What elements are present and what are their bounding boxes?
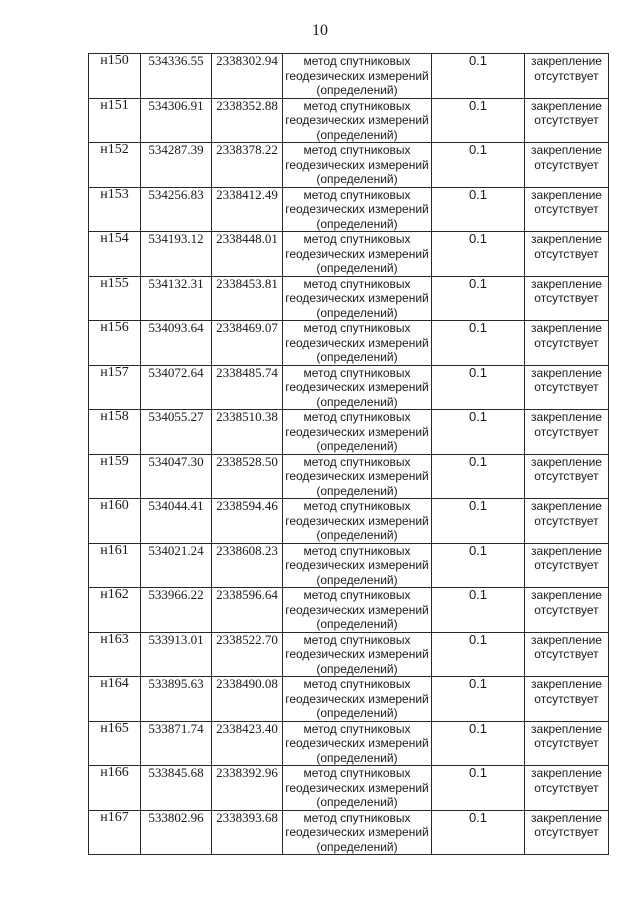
fixation-line: отсутствует bbox=[534, 291, 599, 305]
method-line: (определений) bbox=[316, 83, 398, 97]
method-line: геодезических измерений bbox=[285, 335, 429, 350]
table-row bbox=[89, 187, 609, 232]
accuracy-cell: 0.1 bbox=[432, 766, 525, 811]
table-row bbox=[89, 232, 609, 277]
x-coordinate-cell: 533871.74 bbox=[141, 721, 212, 766]
method-line: (определений) bbox=[316, 216, 398, 231]
method-line: геодезических измерений bbox=[285, 602, 429, 617]
table-row bbox=[89, 632, 609, 677]
point-id-cell: н160 bbox=[89, 499, 141, 544]
method-line: геодезических измерений bbox=[285, 246, 429, 261]
point-id-cell: н166 bbox=[89, 766, 141, 811]
method-line: геодезических измерений bbox=[285, 68, 429, 83]
fixation-line: закрепление bbox=[531, 410, 602, 424]
method-cell bbox=[283, 232, 432, 277]
method-line: (определений) bbox=[316, 795, 398, 809]
accuracy-cell: 0.1 bbox=[432, 721, 525, 766]
y-coordinate-cell: 2338469.07 bbox=[212, 321, 283, 366]
fixation-cell bbox=[525, 365, 609, 410]
method-line: метод спутниковых bbox=[303, 276, 411, 291]
method-line: геодезических измерений bbox=[285, 469, 429, 483]
method-cell bbox=[283, 187, 432, 232]
fixation-line: отсутствует bbox=[534, 513, 599, 528]
method-line: метод спутниковых bbox=[303, 321, 411, 335]
fixation-line: отсутствует bbox=[534, 736, 599, 750]
table-row bbox=[89, 98, 609, 143]
fixation-cell bbox=[525, 98, 609, 143]
method-line: геодезических измерений bbox=[285, 558, 429, 572]
x-coordinate-cell: 534132.31 bbox=[141, 276, 212, 321]
point-id-cell: н151 bbox=[89, 98, 141, 143]
y-coordinate-cell: 2338448.01 bbox=[212, 232, 283, 277]
method-line: геодезических измерений bbox=[285, 113, 429, 127]
method-cell bbox=[283, 410, 432, 455]
y-coordinate-cell: 2338392.96 bbox=[212, 766, 283, 811]
method-line: геодезических измерений bbox=[285, 157, 429, 172]
method-line: геодезических измерений bbox=[285, 691, 429, 706]
y-coordinate-cell: 2338608.23 bbox=[212, 543, 283, 588]
method-line: метод спутниковых bbox=[303, 632, 411, 647]
method-line: геодезических измерений bbox=[285, 647, 429, 661]
fixation-cell bbox=[525, 54, 609, 99]
point-id-cell: н153 bbox=[89, 187, 141, 232]
accuracy-cell: 0.1 bbox=[432, 232, 525, 277]
method-line: геодезических измерений bbox=[285, 825, 429, 839]
table-row bbox=[89, 321, 609, 366]
fixation-line: закрепление bbox=[531, 499, 602, 513]
fixation-line: отсутствует bbox=[534, 246, 599, 261]
y-coordinate-cell: 2338490.08 bbox=[212, 677, 283, 722]
fixation-cell bbox=[525, 276, 609, 321]
fixation-cell bbox=[525, 321, 609, 366]
method-cell bbox=[283, 321, 432, 366]
method-cell bbox=[283, 454, 432, 499]
fixation-cell bbox=[525, 588, 609, 633]
y-coordinate-cell: 2338528.50 bbox=[212, 454, 283, 499]
fixation-line: отсутствует bbox=[534, 380, 599, 394]
method-line: (определений) bbox=[316, 483, 398, 498]
fixation-line: отсутствует bbox=[534, 335, 599, 350]
point-id-cell: н157 bbox=[89, 365, 141, 410]
method-line: геодезических измерений bbox=[285, 780, 429, 795]
method-line: метод спутниковых bbox=[303, 365, 411, 380]
y-coordinate-cell: 2338378.22 bbox=[212, 143, 283, 188]
fixation-line: закрепление bbox=[531, 187, 602, 202]
fixation-line: отсутствует bbox=[534, 469, 599, 483]
accuracy-cell: 0.1 bbox=[432, 410, 525, 455]
method-line: метод спутниковых bbox=[303, 98, 411, 113]
coordinates-table bbox=[88, 53, 609, 855]
point-id-cell: н158 bbox=[89, 410, 141, 455]
x-coordinate-cell: 533966.22 bbox=[141, 588, 212, 633]
accuracy-cell: 0.1 bbox=[432, 143, 525, 188]
point-id-cell: н159 bbox=[89, 454, 141, 499]
table-row bbox=[89, 721, 609, 766]
x-coordinate-cell: 533895.63 bbox=[141, 677, 212, 722]
y-coordinate-cell: 2338594.46 bbox=[212, 499, 283, 544]
method-line: метод спутниковых bbox=[303, 143, 411, 157]
point-id-cell: н167 bbox=[89, 810, 141, 855]
fixation-line: закрепление bbox=[531, 632, 602, 647]
method-cell bbox=[283, 276, 432, 321]
x-coordinate-cell: 533802.96 bbox=[141, 810, 212, 855]
fixation-line: отсутствует bbox=[534, 602, 599, 617]
fixation-cell bbox=[525, 810, 609, 855]
fixation-line: закрепление bbox=[531, 721, 602, 736]
y-coordinate-cell: 2338352.88 bbox=[212, 98, 283, 143]
method-line: (определений) bbox=[316, 528, 398, 542]
method-line: (определений) bbox=[316, 839, 398, 854]
fixation-line: отсутствует bbox=[534, 825, 599, 839]
table-row bbox=[89, 365, 609, 410]
accuracy-cell: 0.1 bbox=[432, 588, 525, 633]
method-line: метод спутниковых bbox=[303, 54, 411, 68]
accuracy-cell: 0.1 bbox=[432, 677, 525, 722]
coordinates-table-body bbox=[89, 54, 609, 855]
fixation-line: закрепление bbox=[531, 588, 602, 602]
method-line: (определений) bbox=[316, 127, 398, 142]
method-line: геодезических измерений bbox=[285, 380, 429, 394]
accuracy-cell: 0.1 bbox=[432, 454, 525, 499]
point-id-cell: н163 bbox=[89, 632, 141, 677]
fixation-cell bbox=[525, 410, 609, 455]
method-line: (определений) bbox=[316, 439, 398, 453]
fixation-cell bbox=[525, 187, 609, 232]
method-line: (определений) bbox=[316, 261, 398, 275]
method-cell bbox=[283, 588, 432, 633]
method-line: метод спутниковых bbox=[303, 766, 411, 780]
accuracy-cell: 0.1 bbox=[432, 365, 525, 410]
method-line: метод спутниковых bbox=[303, 410, 411, 424]
method-line: метод спутниковых bbox=[303, 721, 411, 736]
accuracy-cell: 0.1 bbox=[432, 632, 525, 677]
accuracy-cell: 0.1 bbox=[432, 187, 525, 232]
fixation-line: отсутствует bbox=[534, 780, 599, 795]
x-coordinate-cell: 534256.83 bbox=[141, 187, 212, 232]
y-coordinate-cell: 2338596.64 bbox=[212, 588, 283, 633]
method-line: геодезических измерений bbox=[285, 202, 429, 216]
method-cell bbox=[283, 810, 432, 855]
x-coordinate-cell: 534287.39 bbox=[141, 143, 212, 188]
y-coordinate-cell: 2338453.81 bbox=[212, 276, 283, 321]
accuracy-cell: 0.1 bbox=[432, 499, 525, 544]
fixation-line: отсутствует bbox=[534, 424, 599, 439]
method-cell bbox=[283, 632, 432, 677]
point-id-cell: н165 bbox=[89, 721, 141, 766]
method-line: (определений) bbox=[316, 617, 398, 631]
fixation-cell bbox=[525, 677, 609, 722]
fixation-line: закрепление bbox=[531, 54, 602, 68]
method-line: (определений) bbox=[316, 350, 398, 364]
accuracy-cell: 0.1 bbox=[432, 98, 525, 143]
method-cell bbox=[283, 143, 432, 188]
method-cell bbox=[283, 54, 432, 99]
fixation-cell bbox=[525, 499, 609, 544]
table-row bbox=[89, 766, 609, 811]
method-line: метод спутниковых bbox=[303, 543, 411, 558]
accuracy-cell: 0.1 bbox=[432, 276, 525, 321]
y-coordinate-cell: 2338393.68 bbox=[212, 810, 283, 855]
fixation-line: закрепление bbox=[531, 232, 602, 246]
fixation-line: закрепление bbox=[531, 677, 602, 691]
fixation-line: закрепление bbox=[531, 365, 602, 380]
x-coordinate-cell: 534021.24 bbox=[141, 543, 212, 588]
method-line: метод спутниковых bbox=[303, 588, 411, 602]
fixation-line: отсутствует bbox=[534, 157, 599, 172]
y-coordinate-cell: 2338485.74 bbox=[212, 365, 283, 410]
x-coordinate-cell: 534044.41 bbox=[141, 499, 212, 544]
method-line: (определений) bbox=[316, 172, 398, 186]
x-coordinate-cell: 534072.64 bbox=[141, 365, 212, 410]
point-id-cell: н164 bbox=[89, 677, 141, 722]
table-row bbox=[89, 810, 609, 855]
fixation-cell bbox=[525, 454, 609, 499]
point-id-cell: н154 bbox=[89, 232, 141, 277]
x-coordinate-cell: 534193.12 bbox=[141, 232, 212, 277]
fixation-cell bbox=[525, 543, 609, 588]
method-line: (определений) bbox=[316, 750, 398, 765]
accuracy-cell: 0.1 bbox=[432, 54, 525, 99]
fixation-line: закрепление bbox=[531, 454, 602, 469]
point-id-cell: н161 bbox=[89, 543, 141, 588]
table-row bbox=[89, 454, 609, 499]
accuracy-cell: 0.1 bbox=[432, 810, 525, 855]
table-row bbox=[89, 54, 609, 99]
method-line: геодезических измерений bbox=[285, 736, 429, 750]
fixation-cell bbox=[525, 232, 609, 277]
fixation-line: закрепление bbox=[531, 321, 602, 335]
fixation-line: закрепление bbox=[531, 810, 602, 825]
method-cell bbox=[283, 766, 432, 811]
method-line: метод спутниковых bbox=[303, 187, 411, 202]
method-line: метод спутниковых bbox=[303, 499, 411, 513]
table-row bbox=[89, 276, 609, 321]
x-coordinate-cell: 534093.64 bbox=[141, 321, 212, 366]
table-row bbox=[89, 677, 609, 722]
fixation-cell bbox=[525, 766, 609, 811]
table-row bbox=[89, 143, 609, 188]
y-coordinate-cell: 2338510.38 bbox=[212, 410, 283, 455]
method-line: метод спутниковых bbox=[303, 454, 411, 469]
accuracy-cell: 0.1 bbox=[432, 543, 525, 588]
method-cell bbox=[283, 499, 432, 544]
method-line: метод спутниковых bbox=[303, 810, 411, 825]
table-row bbox=[89, 499, 609, 544]
method-line: (определений) bbox=[316, 661, 398, 676]
point-id-cell: н152 bbox=[89, 143, 141, 188]
method-line: геодезических измерений bbox=[285, 291, 429, 305]
y-coordinate-cell: 2338522.70 bbox=[212, 632, 283, 677]
fixation-line: закрепление bbox=[531, 276, 602, 291]
fixation-line: отсутствует bbox=[534, 202, 599, 216]
method-line: (определений) bbox=[316, 305, 398, 320]
method-line: (определений) bbox=[316, 572, 398, 587]
fixation-cell bbox=[525, 143, 609, 188]
method-cell bbox=[283, 98, 432, 143]
method-cell bbox=[283, 365, 432, 410]
fixation-line: закрепление bbox=[531, 98, 602, 113]
x-coordinate-cell: 533845.68 bbox=[141, 766, 212, 811]
y-coordinate-cell: 2338302.94 bbox=[212, 54, 283, 99]
x-coordinate-cell: 534336.55 bbox=[141, 54, 212, 99]
accuracy-cell: 0.1 bbox=[432, 321, 525, 366]
method-cell bbox=[283, 677, 432, 722]
method-line: геодезических измерений bbox=[285, 424, 429, 439]
point-id-cell: н156 bbox=[89, 321, 141, 366]
method-line: геодезических измерений bbox=[285, 513, 429, 528]
point-id-cell: н150 bbox=[89, 54, 141, 99]
fixation-line: закрепление bbox=[531, 143, 602, 157]
method-line: метод спутниковых bbox=[303, 677, 411, 691]
x-coordinate-cell: 534055.27 bbox=[141, 410, 212, 455]
x-coordinate-cell: 533913.01 bbox=[141, 632, 212, 677]
fixation-line: отсутствует bbox=[534, 558, 599, 572]
fixation-line: отсутствует bbox=[534, 691, 599, 706]
fixation-line: закрепление bbox=[531, 766, 602, 780]
table-row bbox=[89, 588, 609, 633]
table-row bbox=[89, 410, 609, 455]
point-id-cell: н155 bbox=[89, 276, 141, 321]
fixation-cell bbox=[525, 721, 609, 766]
fixation-cell bbox=[525, 632, 609, 677]
y-coordinate-cell: 2338412.49 bbox=[212, 187, 283, 232]
fixation-line: отсутствует bbox=[534, 68, 599, 83]
method-cell bbox=[283, 543, 432, 588]
page-number: 10 bbox=[312, 22, 328, 39]
x-coordinate-cell: 534306.91 bbox=[141, 98, 212, 143]
point-id-cell: н162 bbox=[89, 588, 141, 633]
method-line: метод спутниковых bbox=[303, 232, 411, 246]
method-line: (определений) bbox=[316, 394, 398, 409]
fixation-line: отсутствует bbox=[534, 113, 599, 127]
y-coordinate-cell: 2338423.40 bbox=[212, 721, 283, 766]
method-cell bbox=[283, 721, 432, 766]
fixation-line: отсутствует bbox=[534, 647, 599, 661]
fixation-line: закрепление bbox=[531, 543, 602, 558]
x-coordinate-cell: 534047.30 bbox=[141, 454, 212, 499]
table-row bbox=[89, 543, 609, 588]
method-line: (определений) bbox=[316, 706, 398, 720]
